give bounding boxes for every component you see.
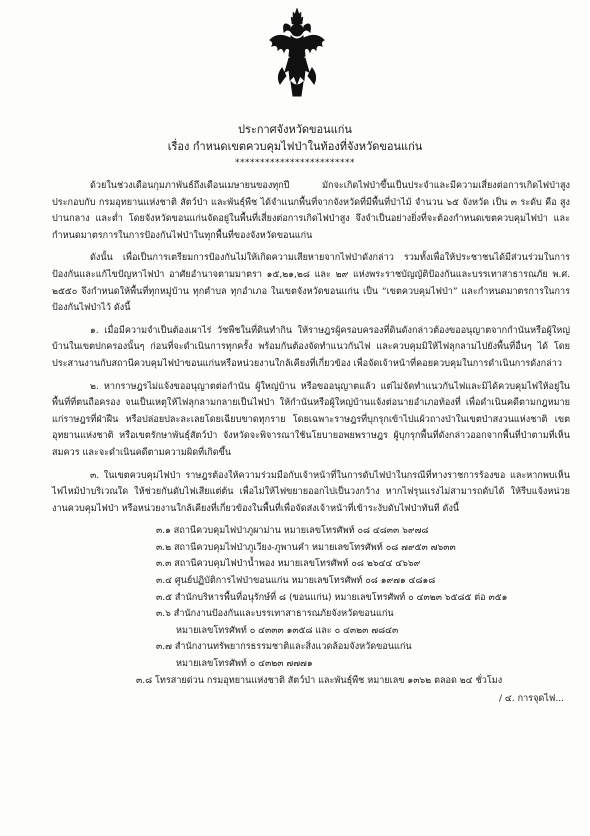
authority-paragraph: ดังนั้น เพื่อเป็นการเตรียมการป้องกันไม่ให้เกิดความเสียหายจากไฟป่าดังกล่าว รวมทั้งเพื่อให้ประชาชนได้มีส่วนร่วมในการป้องกันและแก้ไขปัญหาไฟป่า อาศัยอำนาจตามมาตรา ๑๕,๒๑,๒๘ และ ๒๙ แห่งพระราชบัญญัติป้องกันและบรรเทาสาธารณภัย พ.ศ. ๒๕๕๐ จึงกำหนดให้พื้นที่ทุกหมู่บ้าน ทุกตำบล ทุกอำเภอ ในเขตจังหวัดขอนแก่น เป็น “เขตควบคุมไฟป่า” และกำหนดมาตรการในการป้องกันไฟป่าไว้ ดังนี้ <box>52 253 570 314</box>
contact-item: ๓.๘ โทรสายด่วน กรมอุทยานแห่งชาติ สัตว์ป่า และพันธุ์พืช หมายเลข ๑๓๖๒ ตลอด ๒๔ ชั่วโมง <box>136 675 503 686</box>
intro-paragraph: ด้วยในช่วงเดือนกุมภาพันธ์ถึงเดือนเมษายนของทุกปี มักจะเกิดไฟป่าขึ้นเป็นประจำและมีความเสี่ยงต่อการเกิดไฟป่าสูง ประกอบกับ กรมอุทยานแห่งชาติ สัตว์ป่า และพันธุ์พืช ได้จำแนกพื้นที่จากจังหวัดที่มีพื้นที่ป่าไม้ จำนวน ๖๕ จังหวัด เป็น ๓ ระดับ คือ สูง ปานกลาง และต่ำ โดยจังหวัดขอนแก่นจัดอยู่ในพื้นที่เสี่ยงต่อการเกิดไฟป่าสูง จึงจำเป็นอย่างยิ่งที่จะต้องกำหนดเขตควบคุมไฟป่า และกำหนดมาตรการในการป้องกันไฟป่าในทุกพื้นที่ของจังหวัดขอนแก่น <box>52 181 570 241</box>
announcement-title: ประกาศจังหวัดขอนแก่น <box>238 123 352 136</box>
title-divider: ************************ <box>235 158 355 168</box>
measure-2-paragraph: ๒. หากราษฎรไม่แจ้งขออนุญาตต่อกำนัน ผู้ใหญ่บ้าน หรือขออนุญาตแล้ว แต่ไม่จัดทำแนวกันไฟและมิได้ควบคุมไฟให้อยู่ในพื้นที่ที่ตนถือครอง จนเป็นเหตุให้ไฟลุกลามกลายเป็นไฟป่า ให้กำนันหรือผู้ใหญ่บ้านแจ้งต่อนายอำเภอท้องที่ เพื่อดำเนินคดีตามกฎหมายแก่ราษฎรที่ฝ่าฝืน หรือปล่อยปละละเลยโดยเฉียบขาดทุกราย โดยเฉพาะราษฎรที่บุกรุกเข้าไปแผ้วถางป่าในเขตป่าสงวนแห่งชาติ เขตอุทยานแห่งชาติ หรือเขตรักษาพันธุ์สัตว์ป่า จังหวัดจะพิจารณาใช้นโยบายอพยพราษฎร ผู้บุกรุกพื้นที่ดังกล่าวออกจากพื้นที่ป่าตามที่เห็นสมควร และจะดำเนินคดีตามความผิดที่เกิดขึ้น <box>52 381 570 458</box>
announcement-subject: เรื่อง กำหนดเขตควบคุมไฟป่าในท้องที่จังหวัดขอนแก่น <box>167 140 423 153</box>
contact-item: ๓.๓ สถานีควบคุมไฟป่าน้ำพอง หมายเลขโทรศัพท์ ๐๘ ๒๖๔๔ ๔๖๖๙ <box>156 559 421 570</box>
contact-item: ๓.๗ สำนักงานทรัพยากรธรรมชาติและสิ่งแวดล้อมจังหวัดขอนแก่น <box>156 642 412 653</box>
contact-item: ๓.๖ สำนักงานป้องกันและบรรเทาสาธารณภัยจังหวัดขอนแก่น <box>156 609 394 620</box>
measure-1-paragraph: ๑. เมื่อมีความจำเป็นต้องเผาไร่ วัชพืชในที่ดินทำกิน ให้ราษฎรผู้ครอบครองที่ดินดังกล่าวต้องขออนุญาตจากกำนันหรือผู้ใหญ่บ้านในเขตปกครองนั้นๆ ก่อนที่จะดำเนินการทุกครั้ง พร้อมกันต้องจัดทำแนวกันไฟ และควบคุมมิให้ไฟลุกลามไปยังพื้นที่อื่นๆ ได้ โดยประสานงานกับสถานีควบคุมไฟป่าขอนแก่นหรือหน่วยงานใกล้เคียงที่เกี่ยวข้อง เพื่อจัดเจ้าหน้าที่คอยควบคุมในการดำเนินการดังกล่าว <box>52 325 570 369</box>
measure-3-paragraph: ๓. ในเขตควบคุมไฟป่า ราษฎรต้องให้ความร่วมมือกับเจ้าหน้าที่ในการดับไฟป่าในกรณีที่ทางราชการร้องขอ และหากพบเห็นไฟไหม้ป่าบริเวณใด ให้ช่วยกันดับไฟเสียแต่ต้น เพื่อไม่ให้ไฟขยายออกไปเป็นวงกว้าง หากไฟรุนแรงไม่สามารถดับได้ ให้รีบแจ้งหน่วยงานควบคุมไฟป่า หรือหน่วยงานใกล้เคียงที่เกี่ยวข้องในพื้นที่เพื่อจัดส่งเจ้าหน้าที่เข้าระงับดับไฟป่าทันที ดังนี้ <box>52 470 570 514</box>
document-body <box>52 178 570 708</box>
continued-footer: / ๔. การจุดไฟ... <box>498 694 564 705</box>
contact-phone: หมายเลขโทรศัพท์ ๐ ๔๓๒๓ ๗๗๗๑ <box>176 659 313 670</box>
contact-item: ๓.๕ สำนักบริหารพื้นที่อนุรักษ์ที่ ๘ (ขอนแก่น) หมายเลขโทรศัพท์ ๐ ๔๓๒๓ ๖๕๘๕ ต่อ ๓๕๑ <box>156 592 508 603</box>
contact-item: ๓.๒ สถานีควบคุมไฟป่าภูเวียง-ภูพานคำ หมายเลขโทรศัพท์ ๐๘ ๗๙๕๓ ๗๖๓๓ <box>156 542 456 553</box>
garuda-emblem-icon <box>268 6 326 100</box>
contact-list <box>52 523 570 689</box>
contact-item: ๓.๑ สถานีควบคุมไฟป่าภูผาม่าน หมายเลขโทรศัพท์ ๐๘ ๔๘๓๓ ๖๙๗๘ <box>156 526 429 537</box>
contact-item: ๓.๔ ศูนย์ปฏิบัติการไฟป่าขอนแก่น หมายเลขโทรศัพท์ ๐๘ ๑๙๗๑ ๔๘๑๘ <box>156 576 436 587</box>
contact-phone: หมายเลขโทรศัพท์ ๐ ๔๓๓๓ ๑๓๕๘ และ ๐ ๔๓๒๓ ๗๘๔๓ <box>176 625 399 636</box>
